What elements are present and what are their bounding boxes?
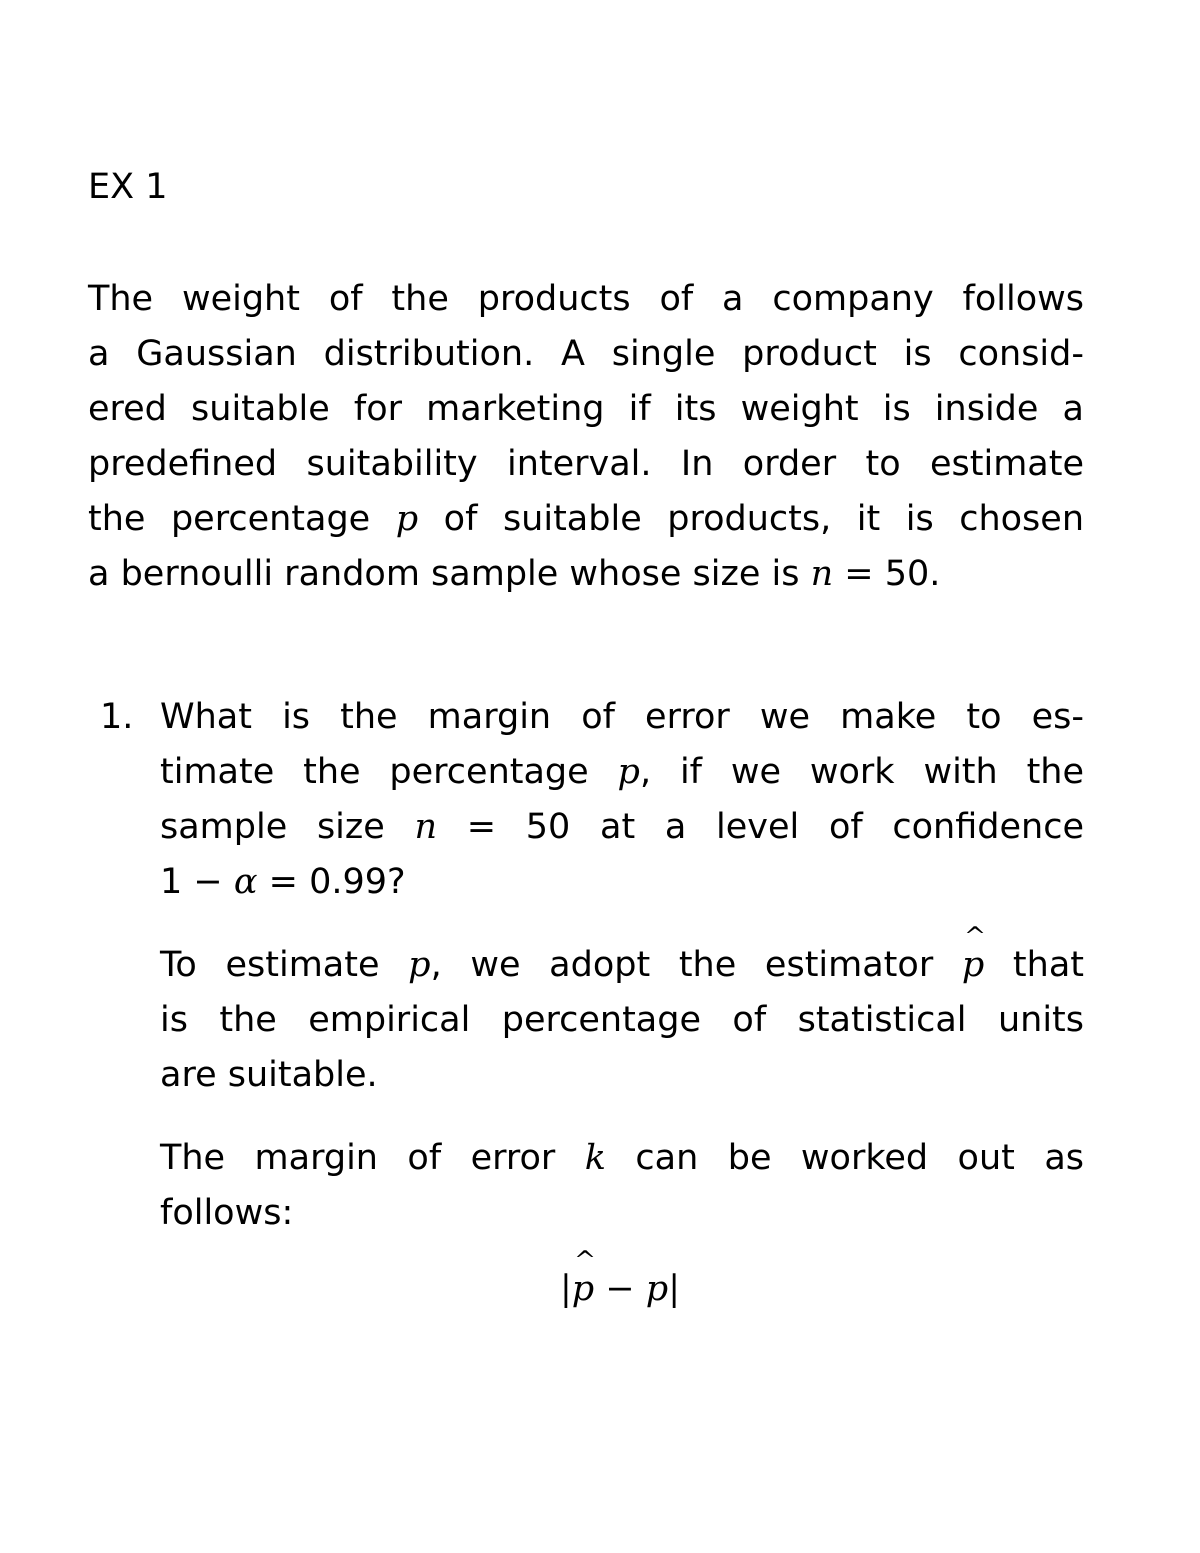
margin-paragraph: [160, 1131, 1084, 1241]
var-p-hat: ^ p: [962, 938, 984, 993]
question-line-4: [160, 855, 1084, 910]
var-p-hat: ^ p: [572, 1262, 594, 1317]
intro-line-3: ered suitable for marketing if its weight is inside a: [88, 389, 1084, 429]
minus-sign: −: [594, 1269, 646, 1309]
margin-line-2: follows:: [160, 1193, 294, 1233]
estimator-line-1-text-c: that: [984, 945, 1084, 985]
var-p: p: [645, 1269, 669, 1309]
estimator-line-3: are suitable.: [160, 1055, 378, 1095]
exercise-heading: EX 1: [88, 167, 168, 207]
question-line-2: [160, 745, 1084, 800]
question-line-2-text-b: , if we work with the: [639, 752, 1085, 792]
intro-line-5-text-a: the percentage: [88, 499, 396, 539]
question-number: 1.: [100, 697, 134, 737]
estimator-line-2: is the empirical percentage of statistical units: [160, 1000, 1084, 1040]
intro-line-6: [88, 547, 1084, 602]
intro-line-6-text-a: a bernoulli random sample whose size is: [88, 554, 811, 594]
question-line-1: What is the margin of error we make to es-: [160, 697, 1084, 737]
question-text: [160, 690, 1084, 910]
var-k: k: [584, 1138, 606, 1178]
estimator-paragraph: [160, 938, 1084, 1103]
var-p: p: [408, 945, 431, 985]
estimator-line-1: [160, 938, 1084, 993]
abs-bar-close: |: [668, 1269, 680, 1309]
question-line-3: [160, 800, 1084, 855]
intro-line-4: predefined suitability interval. In order to estimate: [88, 444, 1084, 484]
intro-line-5: [88, 492, 1084, 547]
intro-line-6-text-b: 50.: [884, 554, 941, 594]
var-n: n: [414, 807, 438, 847]
question-line-3-text-a: sample size: [160, 807, 415, 847]
margin-line-1: [160, 1131, 1084, 1186]
intro-line-1: The weight of the products of a company follows: [88, 279, 1084, 319]
abs-bar-open: |: [560, 1269, 572, 1309]
var-alpha: α: [233, 862, 258, 902]
error-formula: [0, 1262, 1200, 1317]
question-line-3-text-b: = 50 at a level of confidence: [437, 807, 1084, 847]
equals-sign: =: [833, 554, 885, 594]
margin-line-1-text-a: The margin of error: [160, 1138, 585, 1178]
question-line-4-text-a: 1 −: [160, 862, 234, 902]
estimator-line-1-text-a: To estimate: [160, 945, 409, 985]
intro-line-2: a Gaussian distribution. A single product is consid-: [88, 334, 1084, 374]
intro-line-5-text-b: of suitable products, it is chosen: [418, 499, 1084, 539]
margin-line-1-text-b: can be worked out as: [605, 1138, 1084, 1178]
estimator-line-1-text-b: , we adopt the estimator: [430, 945, 962, 985]
question-line-4-text-b: = 0.99?: [257, 862, 406, 902]
var-p: p: [395, 499, 419, 539]
var-n: n: [810, 554, 834, 594]
question-line-2-text-a: timate the percentage: [160, 752, 618, 792]
var-p: p: [617, 752, 640, 792]
intro-paragraph: [88, 272, 1084, 602]
